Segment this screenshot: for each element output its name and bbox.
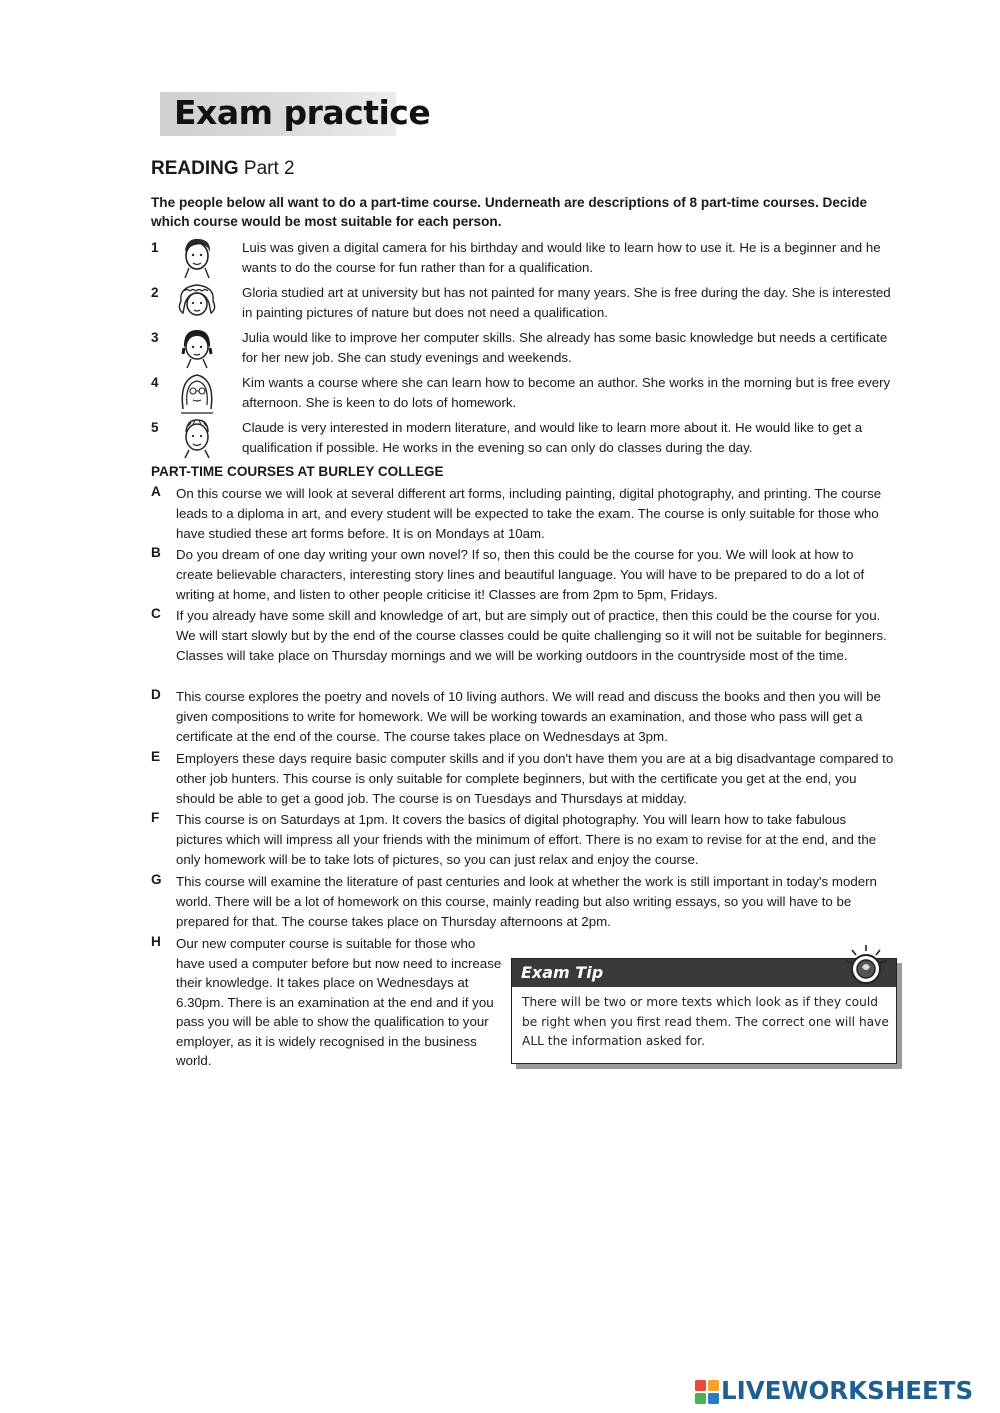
person-item-5: [151, 418, 891, 462]
face-sketch-icon: [175, 369, 219, 415]
course-letter: C: [151, 606, 161, 621]
person-item-3: [151, 328, 891, 372]
course-letter: F: [151, 810, 160, 825]
exam-tip-text: There will be two or more texts which look as if they could be right when you first read them. The correct one will have ALL the information asked for.: [522, 995, 889, 1048]
course-letter: D: [151, 687, 161, 702]
instructions: The people below all want to do a part-time course. Underneath are descriptions of 8 part-time courses. Decide which course would be most suitable for each person.: [151, 195, 868, 229]
person-item-1: [151, 238, 891, 282]
section-heading-part: Part 2: [238, 158, 295, 179]
face-sketch-icon: [175, 279, 219, 325]
page-title: Exam practice: [174, 93, 431, 132]
person-number: 1: [151, 240, 159, 255]
course-description: On this course we will look at several different art forms, including painting, digital photography, and printing. The course leads to a diploma in art, and every student will be expected to take the exam. The course is only suitable for those who have studied these art forms before. It is on Mondays at 10am.: [176, 486, 882, 541]
exam-tip-header: [512, 959, 896, 987]
section-heading: [151, 158, 295, 180]
person-number: 2: [151, 285, 159, 300]
person-description: Julia would like to improve her computer skills. She already has some basic knowledge but needs a certificate for her new job. She can study evenings and weekends.: [242, 330, 888, 365]
person-item-4: [151, 373, 891, 417]
exam-tip-box: [511, 958, 897, 1064]
exam-tip-title: Exam Tip: [521, 963, 604, 982]
course-description: This course explores the poetry and novels of 10 living authors. We will read and discuss the books and then you will be given compositions to write for homework. We will be working towards an examination, and those who pass will get a certificate at the end of the course. The course takes place on Wednesdays at 3pm.: [176, 689, 881, 744]
course-letter: A: [151, 484, 161, 499]
person-description: Kim wants a course where she can learn how to become an author. She works in the morning but is free every afternoon. She is keen to do lots of homework.: [242, 375, 891, 410]
course-letter: E: [151, 749, 161, 764]
course-description: Do you dream of one day writing your own novel? If so, then this could be the course for you. We will look at how to create believable characters, interesting story lines and beautiful language. You will have to be prepared to do a lot of writing at home, and listen to other people criticise it! Classes are from 2pm to 5pm, Fridays.: [176, 547, 865, 602]
person-description: Gloria studied art at university but has not painted for many years. She is free during the day. She is interested in painting pictures of nature but does not need a qualification.: [242, 285, 891, 320]
person-item-2: [151, 283, 891, 327]
course-letter: B: [151, 545, 161, 560]
person-description: Luis was given a digital camera for his birthday and would like to learn how to use it. He is a beginner and he wants to do the course for fun rather than for a qualification.: [242, 240, 881, 275]
brand-name: LIVEWORKSHEETS: [721, 1376, 974, 1405]
course-description: If you already have some skill and knowledge of art, but are simply out of practice, then this could be the course for you. We will start slowly but by the end of the course classes could be quite challenging so it will not be suitable for beginners. Classes will take place on Thursday mornings and we will be working outdoors in the countryside most of the time.: [176, 608, 887, 663]
course-description: Our new computer course is suitable for those who have used a computer before but now need to increase their knowledge. It takes place on Wednesdays at 6.30pm. There is an examination at the end and if you pass you will be able to show the qualification to your employer, as it is widely recognised in the business world.: [176, 936, 502, 1068]
course-letter: H: [151, 934, 161, 949]
courses-heading: PART-TIME COURSES AT BURLEY COLLEGE: [151, 464, 444, 479]
section-heading-strong: READING: [151, 158, 239, 179]
course-letter: G: [151, 872, 162, 887]
person-description: Claude is very interested in modern literature, and would like to learn more about it. He would like to get a qualification if possible. He works in the evening so can only do classes during the day.: [242, 420, 863, 455]
face-sketch-icon: [175, 324, 219, 370]
face-sketch-icon: [175, 234, 219, 280]
person-number: 3: [151, 330, 159, 345]
person-number: 5: [151, 420, 159, 435]
liveworksheets-logo-icon: [695, 1380, 719, 1404]
person-number: 4: [151, 375, 159, 390]
liveworksheets-brand[interactable]: [695, 1376, 995, 1408]
course-description: This course is on Saturdays at 1pm. It covers the basics of digital photography. You will learn how to take fabulous pictures which will impress all your friends with the minimum of effort. There is no exam to revise for at the end, and the only homework will be to take lots of pictures, so you can just relax and enjoy the course.: [176, 812, 877, 867]
course-description: Employers these days require basic computer skills and if you don't have them you are at a big disadvantage compared to other job hunters. This course is only suitable for complete beginners, but with the certificate you get at the end, you should be able to get a good job. The course is on Tuesdays and Thursdays at midday.: [176, 751, 894, 806]
lightbulb-icon: [842, 943, 890, 991]
face-sketch-icon: [175, 414, 219, 460]
course-description: This course will examine the literature of past centuries and look at whether the work is still important in today's modern world. There will be a lot of homework on this course, mainly reading but also writing essays, so you will have to be prepared for that. The course takes place on Thursday afternoons at 2pm.: [176, 874, 877, 929]
